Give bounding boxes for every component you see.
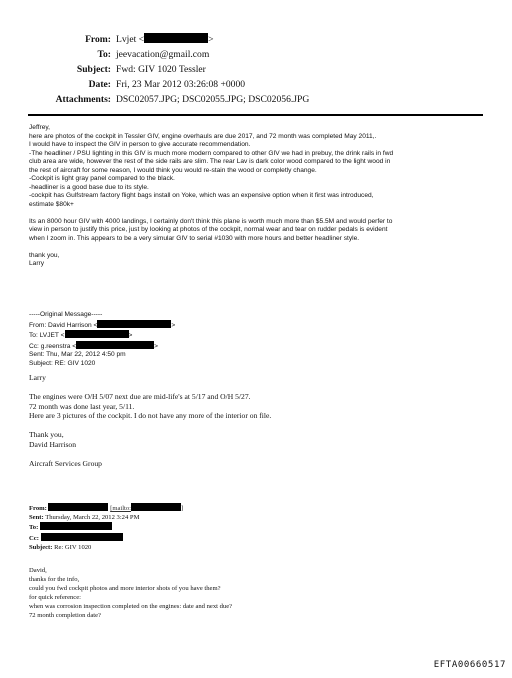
reply-line: 72 month was done last year, 5/11. xyxy=(29,401,135,411)
mailto-link[interactable]: [mailto: xyxy=(110,505,132,512)
original-message-header xyxy=(29,311,491,368)
redaction-block xyxy=(144,33,208,43)
from-label: From: xyxy=(85,34,111,45)
message-line: -The headliner / PSU lighting in this GIV is much more modern compared to other GIV we had in prebuy, the drink rails in fwd xyxy=(29,149,394,157)
header-to-row xyxy=(0,47,512,62)
greeting: Jeffrey, xyxy=(29,124,51,131)
forward-sent-row: Sent: Thursday, March 22, 2012 3:24 PM xyxy=(29,514,140,522)
header-divider xyxy=(28,114,483,116)
header-attachments-row xyxy=(0,92,512,107)
message-line: I would have to inspect the GIV in person to give accurate recommendation. xyxy=(29,141,251,148)
redaction-block xyxy=(65,330,129,338)
email-header xyxy=(0,32,512,107)
original-marker: -----Original Message----- xyxy=(29,311,103,318)
message-paragraph-2 xyxy=(29,218,491,244)
message-line: club area are wide, however the rest of the side rails are slim. The rear Lav is dark color wood compared to the light wood in xyxy=(29,158,391,165)
attachments-label: Attachments: xyxy=(55,94,111,105)
date-label: Date: xyxy=(88,79,111,90)
original-subject: Subject: RE: GIV 1020 xyxy=(29,359,96,367)
forward-line: 72 month completion date? xyxy=(29,612,101,619)
reply-name: David Harrison xyxy=(29,439,77,449)
subject-value: Fwd: GIV 1020 Tessler xyxy=(116,64,206,75)
closing: thank you, xyxy=(29,251,60,259)
original-sent: Sent: Thu, Mar 22, 2012 4:50 pm xyxy=(29,351,126,358)
redaction-block xyxy=(48,503,108,511)
forward-line: for quick reference: xyxy=(29,594,81,601)
message-line: -Cockpit is light gray panel compared to the black. xyxy=(29,175,175,182)
header-date-row xyxy=(0,77,512,92)
message-line: the rest of aircraft for some reason, I would think you would re-stain the wood or completly change. xyxy=(29,166,317,174)
to-value: jeevacation@gmail.com xyxy=(116,49,210,60)
message-line: when I zoom in. This appears to be a very simular GIV to serial #1030 with more hours and better headliner style. xyxy=(29,234,360,242)
original-to: To: LVJET < > xyxy=(29,332,133,339)
message-line: Its an 8000 hour GIV with 4000 landings, I certainly don't think this plane is worth much more than $5.5M and would perfer to xyxy=(29,217,393,225)
message-body xyxy=(29,124,491,277)
message-line: -cockpit has Gulfstream factory flight bags install on Yoke, which was an expensive option when it first was introduced, xyxy=(29,192,374,199)
message-signoff xyxy=(29,252,491,269)
reply-thanks: Thank you, xyxy=(29,430,64,439)
redaction-block xyxy=(97,320,171,328)
date-value: Fri, 23 Mar 2012 03:26:08 +0000 xyxy=(116,79,246,90)
reply-line: Here are 3 pictures of the cockpit. I do not have any more of the interior on file. xyxy=(29,411,272,420)
to-label: To: xyxy=(97,49,111,60)
forward-cc-row: Cc: xyxy=(29,533,491,543)
bates-number: EFTA00660517 xyxy=(433,660,506,670)
forwarded-header xyxy=(29,503,491,552)
forwarded-body xyxy=(29,566,491,620)
original-cc: Cc: g.reenstra < > xyxy=(29,342,158,350)
redaction-block xyxy=(131,503,181,511)
reply-company: Aircraft Services Group xyxy=(29,458,102,468)
reply-line: The engines were O/H 5/07 next due are mid-life's at 5/17 and O/H 5/27. xyxy=(29,392,251,401)
forward-line: could you fwd cockpit photos and more interior shots of you have them? xyxy=(29,585,221,592)
redaction-block xyxy=(76,341,154,349)
original-from: From: David Harrison < > xyxy=(29,321,176,329)
from-value: Lvjet < > xyxy=(116,34,214,45)
redaction-block xyxy=(40,522,112,530)
message-line: view in person to justify this price, just by looking at photos of the cockpit, normal wear and tear on rudder pedals is evident xyxy=(29,226,388,233)
forward-line: when was corrosion inspection completed on the engines: date and next due? xyxy=(29,603,233,610)
message-line: -headliner is a good base due to its style. xyxy=(29,183,149,191)
message-line: estimate $80k+ xyxy=(29,200,74,208)
forward-line: David, xyxy=(29,567,47,574)
forward-from-row: From: [mailto: ] xyxy=(29,505,184,512)
attachments-value: DSC02057.JPG; DSC02055.JPG; DSC02056.JPG xyxy=(116,94,310,105)
redaction-block xyxy=(41,533,123,541)
subject-label: Subject: xyxy=(76,64,111,75)
forward-subject-row: Subject: Re: GIV 1020 xyxy=(29,543,92,551)
forward-line: thanks for the info, xyxy=(29,576,80,583)
header-from-row xyxy=(0,32,512,47)
reply-salutation: Larry xyxy=(29,373,46,382)
message-paragraph-1 xyxy=(29,124,491,209)
forward-to-row: To: xyxy=(29,522,491,532)
message-line: here are photos of the cockpit in Tessler GIV, engine overhauls are due 2017, and 72 month was completed May 2011,. xyxy=(29,132,377,140)
header-subject-row xyxy=(0,62,512,77)
signature: Larry xyxy=(29,260,45,267)
harrison-reply xyxy=(29,373,491,468)
